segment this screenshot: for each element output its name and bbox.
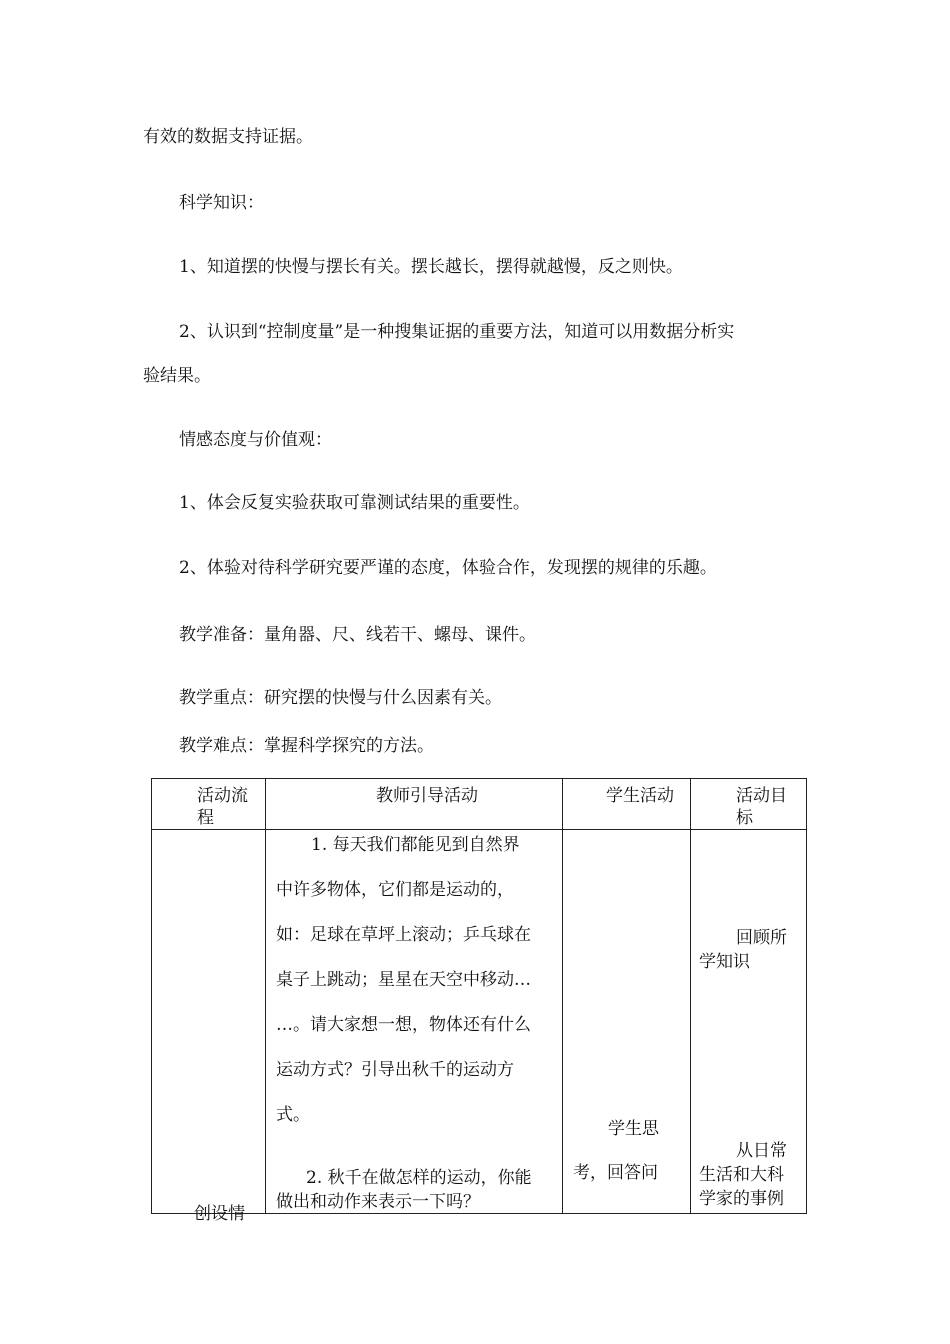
header-teacher: 教师引导活动 [266,779,563,830]
cell-process: 创设情 [152,830,266,1214]
header-student: 学生活动 [563,779,691,830]
paragraph-knowledge-1: 1、知道摆的快慢与摆长有关。摆长越长，摆得就越慢，反之则快。 [179,257,683,277]
paragraph-knowledge-2b: 验结果。 [143,366,211,386]
paragraph-science-knowledge: 科学知识： [179,193,264,213]
header-goal: 活动目 标 [691,779,807,830]
cell-teacher: 1. 每天我们都能见到自然界 中许多物体，它们都是运动的， 如：足球在草坪上滚动；乒乓球在 桌子上跳动；星星在天空中移动… …。请大家想一想，物体还有什么 运动方式？引导出秋千的运动方 式。 2. 秋千在做怎样的运动，你能 做出和动作来表示一下吗？ [266,830,563,1214]
paragraph-difficulty: 教学难点：掌握科学探究的方法。 [179,736,434,756]
table-row [152,830,807,1214]
paragraph-key-point: 教学重点：研究摆的快慢与什么因素有关。 [179,688,502,708]
paragraph-1: 有效的数据支持证据。 [143,127,313,147]
paragraph-preparation: 教学准备：量角器、尺、线若干、螺母、课件。 [179,625,536,645]
paragraph-knowledge-2a: 2、认识到“控制度量”是一种搜集证据的重要方法，知道可以用数据分析实 [179,322,735,342]
paragraph-attitude-2: 2、体验对待科学研究要严谨的态度，体验合作，发现摆的规律的乐趣。 [179,558,717,578]
paragraph-attitude-1: 1、体会反复实验获取可靠测试结果的重要性。 [179,493,530,513]
paragraph-attitude-heading: 情感态度与价值观： [179,430,332,450]
cell-student: 学生思 考，回答问 [563,830,691,1214]
header-process: 活动流 程 [152,779,266,830]
cell-goal: 回顾所 学知识 从日常 生活和大科 学家的事例 [691,830,807,1214]
lesson-table [151,778,807,1224]
table-header-row [152,779,807,830]
